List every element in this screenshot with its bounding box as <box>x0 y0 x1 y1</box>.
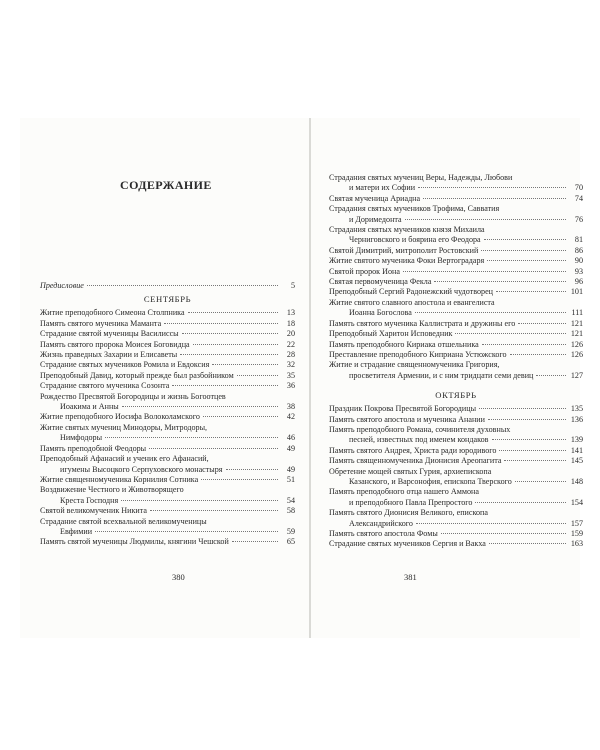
toc-entry-page: 136 <box>570 414 583 424</box>
dot-leader <box>434 281 566 282</box>
toc-entry-title: Страдание святого мученика Созонта <box>40 381 170 391</box>
toc-entry-page: 154 <box>570 497 583 507</box>
dot-leader <box>87 285 278 286</box>
toc-entry[interactable] <box>329 415 583 425</box>
toc-entry-title: Память святого пророка Моисея Боговидца <box>40 339 190 349</box>
dot-leader <box>518 323 566 324</box>
toc-entry[interactable] <box>40 329 295 339</box>
toc-entry[interactable] <box>329 298 583 319</box>
toc-entry-page: 126 <box>570 349 583 359</box>
toc-entry-page: 58 <box>286 506 295 516</box>
toc-entry[interactable] <box>329 467 583 488</box>
dot-leader <box>149 448 278 449</box>
toc-entry-title: Александрийского <box>349 518 413 528</box>
dot-leader <box>172 385 278 386</box>
toc-entry[interactable] <box>40 371 295 381</box>
dot-leader <box>484 239 566 240</box>
dot-leader <box>492 439 567 440</box>
left-toc-list <box>40 281 295 548</box>
toc-entry[interactable] <box>329 246 583 256</box>
toc-entry-page: 93 <box>574 266 583 276</box>
toc-entry-title: Память святого апостола Фомы <box>329 529 438 538</box>
toc-entry[interactable] <box>40 444 295 454</box>
toc-entry-title: Святой пророк Иона <box>329 266 400 276</box>
toc-entry[interactable] <box>329 277 583 287</box>
toc-entry-title: Преподобный Афанасий и ученик его Афанасий, <box>40 454 209 464</box>
left-page <box>20 118 309 638</box>
dot-leader <box>496 291 566 292</box>
dot-leader <box>499 450 566 451</box>
toc-entry-title: игумены Высоцкого Серпуховского монастыря <box>60 464 223 474</box>
toc-entry-title: Память преподобного Романа, сочинителя духовных <box>329 424 511 434</box>
toc-entry-page: 135 <box>570 404 583 414</box>
toc-entry[interactable] <box>40 423 295 444</box>
toc-entry-title: Память святого Андрея, Христа ради юродивого <box>329 445 497 455</box>
toc-entry-title: Память преподобного Кириака отшельника <box>329 339 479 349</box>
toc-entry[interactable] <box>329 425 583 446</box>
toc-entry-page: 163 <box>570 539 583 549</box>
toc-entry-page: 22 <box>286 339 295 349</box>
toc-entry[interactable] <box>40 281 295 291</box>
dot-leader <box>201 479 278 480</box>
dot-leader <box>203 416 278 417</box>
toc-entry-title: Жизнь праведных Захарии и Елисаветы <box>40 350 178 360</box>
dot-leader <box>536 375 566 376</box>
toc-entry-title: Страдание святой всехвальной великомученицы <box>40 516 207 526</box>
toc-entry-title: Воздвижение Честного и Животворящего <box>40 485 184 495</box>
toc-entry-page: 5 <box>290 281 295 290</box>
toc-entry-page: 101 <box>570 287 583 297</box>
toc-entry-title: Память святого мученика Маманта <box>40 318 162 328</box>
toc-entry[interactable] <box>40 340 295 350</box>
dot-leader <box>164 323 278 324</box>
toc-entry[interactable] <box>40 506 295 516</box>
toc-entry-title: Святой великомученик Никита <box>40 506 147 516</box>
dot-leader <box>226 469 278 470</box>
toc-entry-page: 49 <box>286 464 295 474</box>
toc-entry-page: 96 <box>574 277 583 287</box>
dot-leader <box>122 406 278 407</box>
dot-leader <box>415 312 566 313</box>
dot-leader <box>475 502 566 503</box>
toc-entry-page: 139 <box>570 435 583 445</box>
section-heading: ОКТЯБРЬ <box>435 390 477 401</box>
dot-leader <box>182 333 278 334</box>
toc-heading: СОДЕРЖАНИЕ <box>120 178 212 192</box>
page-number-right: 381 <box>404 572 417 582</box>
toc-entry-page: 70 <box>574 183 583 193</box>
dot-leader <box>193 344 278 345</box>
toc-entry-title: Преставление преподобного Киприана Устюжского <box>329 349 507 359</box>
dot-leader <box>95 531 278 532</box>
toc-entry-title: Страдание святых мучеников Ромила и Евдоксия <box>40 360 210 370</box>
toc-entry[interactable] <box>329 360 583 381</box>
toc-entry[interactable] <box>40 537 295 547</box>
dot-leader <box>237 375 278 376</box>
toc-entry[interactable] <box>329 340 583 350</box>
toc-entry-page: 141 <box>570 445 583 455</box>
toc-entry[interactable] <box>40 392 295 413</box>
toc-entry-title: Черниговского и боярина его Феодора <box>349 235 481 245</box>
toc-entry[interactable] <box>329 539 583 549</box>
toc-entry[interactable] <box>329 287 583 297</box>
dot-leader <box>489 543 566 544</box>
toc-entry-title: и Доримедонта <box>349 214 402 224</box>
toc-entry[interactable] <box>329 350 583 360</box>
toc-entry-title: просветителя Армении, и с ним тридцати семи девиц <box>349 370 534 380</box>
toc-entry-page: 81 <box>574 235 583 245</box>
toc-entry[interactable] <box>329 319 583 329</box>
toc-entry-title: Житие святых мучениц Минодоры, Митродоры, <box>40 422 208 432</box>
toc-entry[interactable] <box>329 329 583 339</box>
dot-leader <box>515 481 566 482</box>
toc-entry-page: 49 <box>286 443 295 453</box>
dot-leader <box>180 354 278 355</box>
toc-entry-title: Преподобный Харитон Исповедник <box>329 329 453 339</box>
toc-entry[interactable] <box>329 225 583 246</box>
toc-entry[interactable] <box>329 529 583 539</box>
toc-entry-title: Память святого апостола и мученика Анании <box>329 414 485 424</box>
toc-entry[interactable] <box>40 381 295 391</box>
toc-entry-page: 54 <box>286 495 295 505</box>
dot-leader <box>212 364 278 365</box>
toc-entry-page: 126 <box>570 339 583 349</box>
toc-entry[interactable] <box>329 256 583 266</box>
toc-entry-title: и преподобного Павла Препростого <box>349 497 473 507</box>
toc-entry-title: Иоакима и Анны <box>60 402 119 412</box>
page-number-left: 380 <box>172 572 185 582</box>
toc-entry-page: 13 <box>286 308 295 318</box>
toc-entry-title: Преподобный Давид, который прежде был разбойником <box>40 370 234 380</box>
toc-entry[interactable] <box>329 267 583 277</box>
toc-entry-page: 76 <box>574 214 583 224</box>
toc-entry[interactable] <box>40 412 295 422</box>
toc-entry-title: Креста Господня <box>60 495 119 505</box>
toc-entry-page: 111 <box>571 308 583 318</box>
dot-leader <box>121 500 278 501</box>
toc-entry[interactable] <box>40 360 295 370</box>
toc-entry-title: Праздник Покрова Пресвятой Богородицы <box>329 404 477 414</box>
toc-entry-title: Память преподобного отца нашего Аммона <box>329 487 479 497</box>
right-page <box>311 118 583 638</box>
toc-entry-page: 59 <box>286 526 295 536</box>
toc-entry[interactable] <box>329 194 583 204</box>
toc-entry[interactable] <box>40 475 295 485</box>
toc-entry-title: Житие преподобного Симеона Столпника <box>40 308 185 318</box>
toc-entry-page: 148 <box>570 476 583 486</box>
book-spread <box>20 118 583 638</box>
right-toc-list <box>329 173 583 550</box>
toc-entry[interactable] <box>329 446 583 456</box>
dot-leader <box>418 187 566 188</box>
toc-entry-page: 159 <box>570 529 583 538</box>
toc-entry-title: Страдание святой мученицы Василиссы <box>40 329 179 339</box>
toc-entry-title: Житие святого мученика Фоки Вертоградаря <box>329 256 485 266</box>
toc-entry-page: 65 <box>286 537 295 547</box>
toc-entry-page: 86 <box>574 245 583 255</box>
toc-entry-title: Память святого Дионисия Великого, епископа <box>329 508 488 518</box>
toc-entry[interactable] <box>329 173 583 194</box>
toc-entry-page: 36 <box>286 381 295 391</box>
toc-entry[interactable] <box>329 404 583 414</box>
toc-entry-page: 38 <box>286 402 295 412</box>
dot-leader <box>150 510 278 511</box>
toc-entry-page: 127 <box>570 370 583 380</box>
toc-entry[interactable] <box>40 319 295 329</box>
toc-entry[interactable] <box>329 487 583 508</box>
toc-entry-title: Страдания святых мучениц Веры, Надежды, Любови <box>329 173 513 182</box>
toc-entry-title: Страдание святых мучеников Сергия и Вакха <box>329 539 486 549</box>
toc-entry[interactable] <box>40 517 295 538</box>
dot-leader <box>403 271 566 272</box>
dot-leader <box>441 533 566 534</box>
toc-entry-title: Житие и страдание священномученика Григория, <box>329 360 500 370</box>
toc-entry[interactable] <box>40 454 295 475</box>
toc-entry-title: Житие священномученика Корнилия Сотника <box>40 474 199 484</box>
toc-entry-title: Страдания святых мучеников князя Михаила <box>329 225 485 235</box>
toc-entry-title: Память священномученика Дионисия Ареопагита <box>329 456 502 466</box>
dot-leader <box>416 523 566 524</box>
dot-leader <box>488 419 566 420</box>
toc-entry-page: 74 <box>574 193 583 203</box>
dot-leader <box>510 354 566 355</box>
toc-entry-page: 121 <box>570 329 583 339</box>
toc-entry-page: 20 <box>286 329 295 339</box>
toc-entry-title: Житие святого славного апостола и евангелиста <box>329 297 495 307</box>
toc-entry[interactable] <box>40 308 295 318</box>
toc-entry-title: Святая мученица Ариадна <box>329 193 421 203</box>
toc-entry-title: Житие преподобного Иосифа Волоколамского <box>40 412 200 422</box>
dot-leader <box>479 408 566 409</box>
toc-entry-page: 157 <box>570 518 583 528</box>
toc-entry-title: Предисловие <box>40 281 84 290</box>
toc-entry[interactable] <box>40 485 295 506</box>
toc-entry[interactable] <box>329 204 583 225</box>
toc-entry-title: Память святого мученика Каллистрата и дружины его <box>329 318 516 328</box>
dot-leader <box>455 333 566 334</box>
dot-leader <box>188 312 278 313</box>
toc-entry-title: Память святой мученицы Людмилы, княгини Чешской <box>40 537 229 547</box>
toc-entry[interactable] <box>329 508 583 529</box>
toc-entry-title: Казанского, и Варсонофия, епископа Тверского <box>349 476 512 486</box>
toc-entry[interactable] <box>40 350 295 360</box>
toc-entry-page: 28 <box>286 350 295 360</box>
dot-leader <box>405 219 566 220</box>
dot-leader <box>487 260 566 261</box>
toc-entry-title: Память преподобной Феодоры <box>40 443 147 453</box>
toc-entry-page: 18 <box>286 318 295 328</box>
toc-entry-title: Святой Димитрий, митрополит Ростовский <box>329 245 479 255</box>
toc-entry-page: 90 <box>574 256 583 266</box>
toc-entry-title: Страдания святых мучеников Трофима, Савватия <box>329 204 500 214</box>
dot-leader <box>504 460 566 461</box>
toc-entry-page: 121 <box>570 318 583 328</box>
toc-entry-title: Евфимии <box>60 526 93 536</box>
toc-entry-title: Нимфодоры <box>60 433 103 443</box>
toc-entry-page: 145 <box>570 456 583 466</box>
toc-entry-page: 51 <box>286 474 295 484</box>
dot-leader <box>481 250 566 251</box>
dot-leader <box>232 541 278 542</box>
toc-entry-title: Преподобный Сергий Радонежский чудотворец <box>329 287 494 297</box>
section-heading: СЕНТЯБРЬ <box>143 294 192 305</box>
toc-entry-title: песней, известных под именем кондаков <box>349 435 489 445</box>
toc-entry-page: 42 <box>286 412 295 422</box>
toc-entry-page: 32 <box>286 360 295 370</box>
toc-entry-title: Святая первомученица Фекла <box>329 277 432 287</box>
toc-entry-title: Иоанна Богослова <box>349 308 412 318</box>
toc-entry-page: 46 <box>286 433 295 443</box>
toc-entry[interactable] <box>329 456 583 466</box>
toc-entry-title: Обретение мощей святых Гурия, архиепископа <box>329 466 492 476</box>
toc-entry-title: и матери их Софии <box>349 183 416 193</box>
dot-leader <box>423 198 566 199</box>
toc-entry-page: 35 <box>286 370 295 380</box>
dot-leader <box>105 437 278 438</box>
toc-entry-title: Рождество Пресвятой Богородицы и жизнь Богоотцев <box>40 391 226 401</box>
dot-leader <box>482 344 566 345</box>
